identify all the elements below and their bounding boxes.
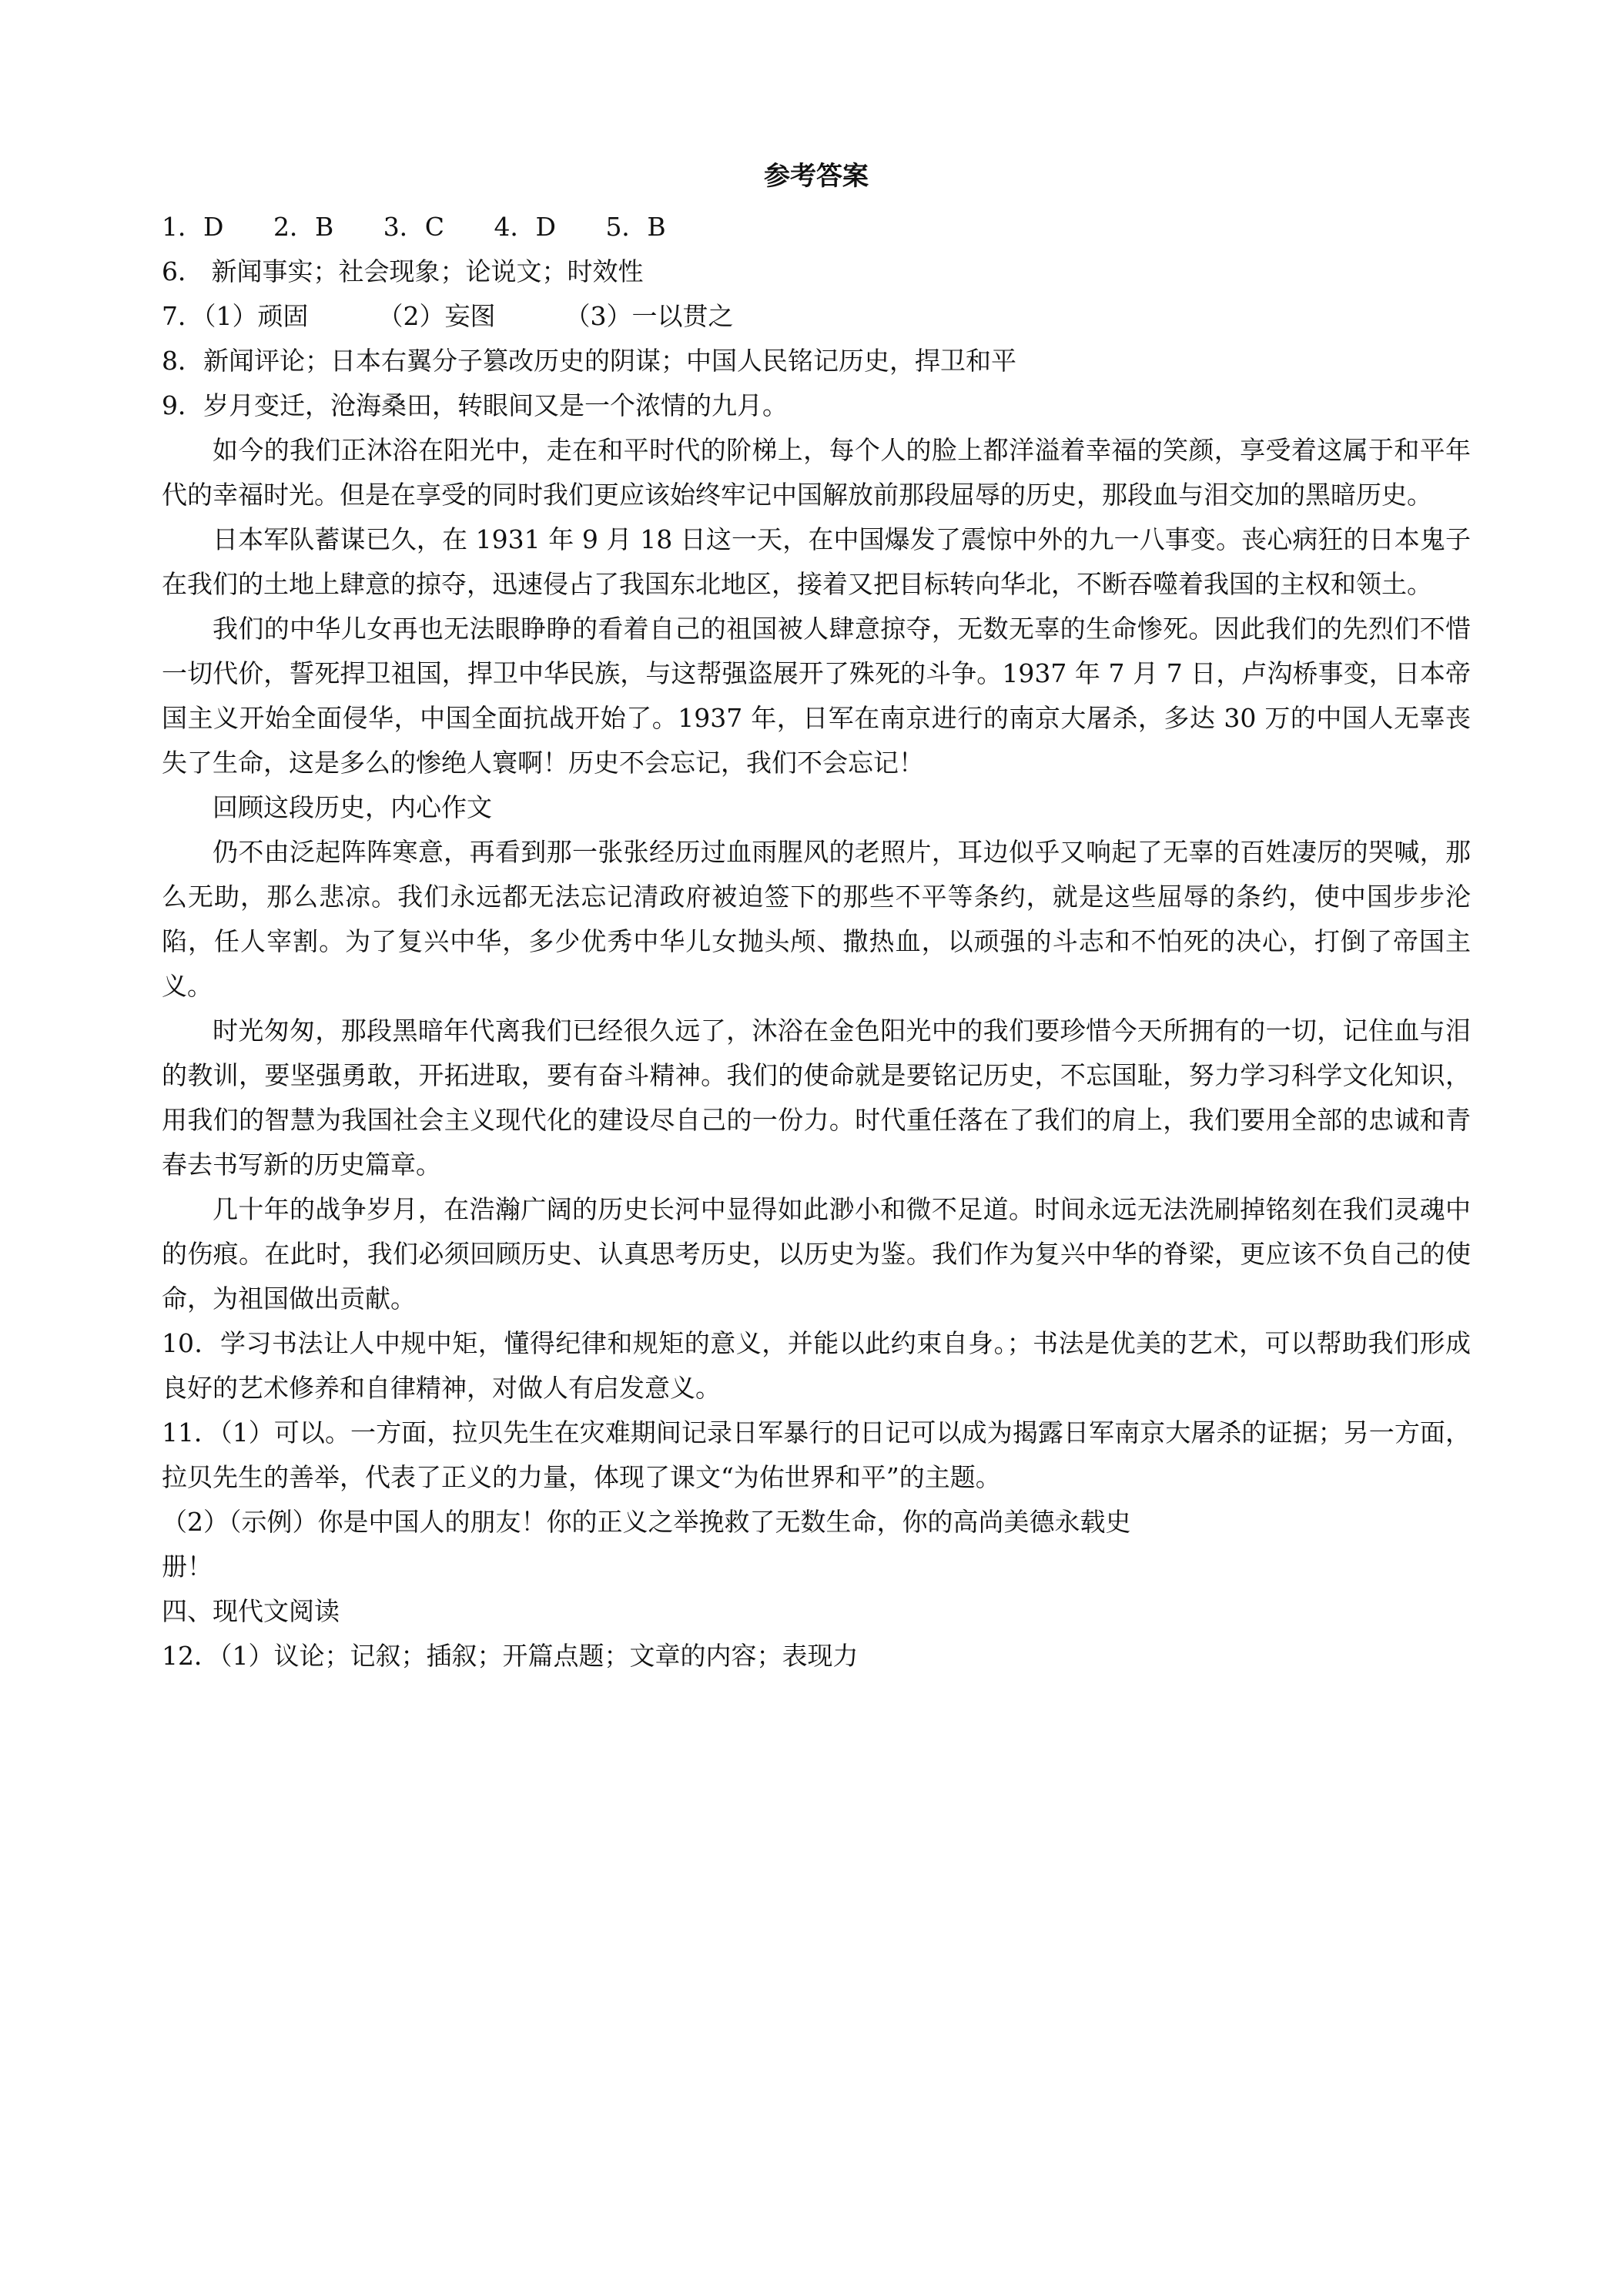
answer-8: 8．新闻评论；日本右翼分子篡改历史的阴谋；中国人民铭记历史，捍卫和平 [162, 346, 1016, 376]
answer-6: 6． 新闻事实；社会现象；论说文；时效性 [162, 256, 644, 286]
page-title: 参考答案 [764, 161, 869, 192]
answer-11-part2: （2）（示例）你是中国人的朋友！你的正义之举挽救了无数生命，你的高尚美德永载史 [162, 1507, 1131, 1537]
section-heading: 四、现代文阅读 [162, 1596, 340, 1626]
essay-paragraph: 如今的我们正沐浴在阳光中，走在和平时代的阶梯上，每个人的脸上都洋溢着幸福的笑颜，享受着这属于和平年代的幸福时光。但是在享受的同时我们更应该始终牢记中国解放前那段屈辱的历史，那段血与泪交加的黑暗历史。 [162, 435, 1471, 510]
answer-10: 10．学习书法让人中规中矩，懂得纪律和规矩的意义，并能以此约束自身。；书法是优美的艺术，可以帮助我们形成良好的艺术修养和自律精神，对做人有启发意义。 [162, 1328, 1471, 1403]
essay-paragraph: 日本军队蓄谋已久，在 1931 年 9 月 18 日这一天，在中国爆发了震惊中外的九一八事变。丧心病狂的日本鬼子在我们的土地上肆意的掠夺，迅速侵占了我国东北地区，接着又把目标转向华北，不断吞噬着我国的主权和领土。 [162, 524, 1471, 599]
essay-paragraph: 我们的中华儿女再也无法眼睁睁的看着自己的祖国被人肆意掠夺，无数无辜的生命惨死。因此我们的先烈们不惜一切代价，誓死捍卫祖国，捍卫中华民族，与这帮强盗展开了殊死的斗争。1937 年 7 月 7 日，卢沟桥事变，日本帝国主义开始全面侵华，中国全面抗战开始了。1937 年，日军在南京进行的南京大屠杀，多达 30 万的中国人无辜丧失了生命，这是多么的惨绝人寰啊！历史不会忘记，我们不会忘记！ [162, 614, 1471, 778]
mc-answer: 2．B [273, 212, 334, 242]
answer-7-number: 7． [162, 301, 203, 331]
answer-7 [162, 294, 1471, 339]
answer-7-part3: （3）一以贯之 [564, 301, 734, 331]
answer-7-part1: （1）顽固 [203, 301, 309, 331]
mc-answer: 4．D [494, 212, 556, 242]
answer-12: 12．（1）议论；记叙；插叙；开篇点题；文章的内容；表现力 [162, 1641, 859, 1671]
mc-answer: 3．C [383, 212, 444, 242]
answer-key-page [162, 154, 1471, 1678]
essay-paragraph: 几十年的战争岁月，在浩瀚广阔的历史长河中显得如此渺小和微不足道。时间永远无法洗刷掉铭刻在我们灵魂中的伤痕。在此时，我们必须回顾历史、认真思考历史，以历史为鉴。我们作为复兴中华的脊梁，更应该不负自己的使命，为祖国做出贡献。 [162, 1194, 1471, 1314]
answer-11-part2-cont: 册！ [162, 1551, 213, 1581]
answer-7-part2: （2）妄图 [377, 301, 496, 331]
answer-11-part1: 11．（1）可以。一方面，拉贝先生在灾难期间记录日军暴行的日记可以成为揭露日军南京大屠杀的证据；另一方面，拉贝先生的善举，代表了正义的力量，体现了课文“为佑世界和平”的主题。 [162, 1417, 1471, 1492]
essay-paragraph: 时光匆匆，那段黑暗年代离我们已经很久远了，沐浴在金色阳光中的我们要珍惜今天所拥有的一切，记住血与泪的教训，要坚强勇敢，开拓进取，要有奋斗精神。我们的使命就是要铭记历史，不忘国耻，努力学习科学文化知识，用我们的智慧为我国社会主义现代化的建设尽自己的一份力。时代重任落在了我们的肩上，我们要用全部的忠诚和青春去书写新的历史篇章。 [162, 1016, 1471, 1180]
mc-answers [162, 205, 1471, 249]
essay-paragraph: 仍不由泛起阵阵寒意，再看到那一张张经历过血雨腥风的老照片，耳边似乎又响起了无辜的百姓凄厉的哭喊，那么无助，那么悲凉。我们永远都无法忘记清政府被迫签下的那些不平等条约，就是这些屈辱的条约，使中国步步沦陷，任人宰割。为了复兴中华，多少优秀中华儿女抛头颅、撒热血，以顽强的斗志和不怕死的决心，打倒了帝国主义。 [162, 837, 1471, 1001]
mc-answer: 5．B [605, 212, 666, 242]
essay-paragraph: 回顾这段历史，内心作文 [213, 792, 492, 822]
answer-9-lead: 9．岁月变迁，沧海桑田，转眼间又是一个浓情的九月。 [162, 390, 788, 420]
mc-answer: 1．D [162, 212, 224, 242]
